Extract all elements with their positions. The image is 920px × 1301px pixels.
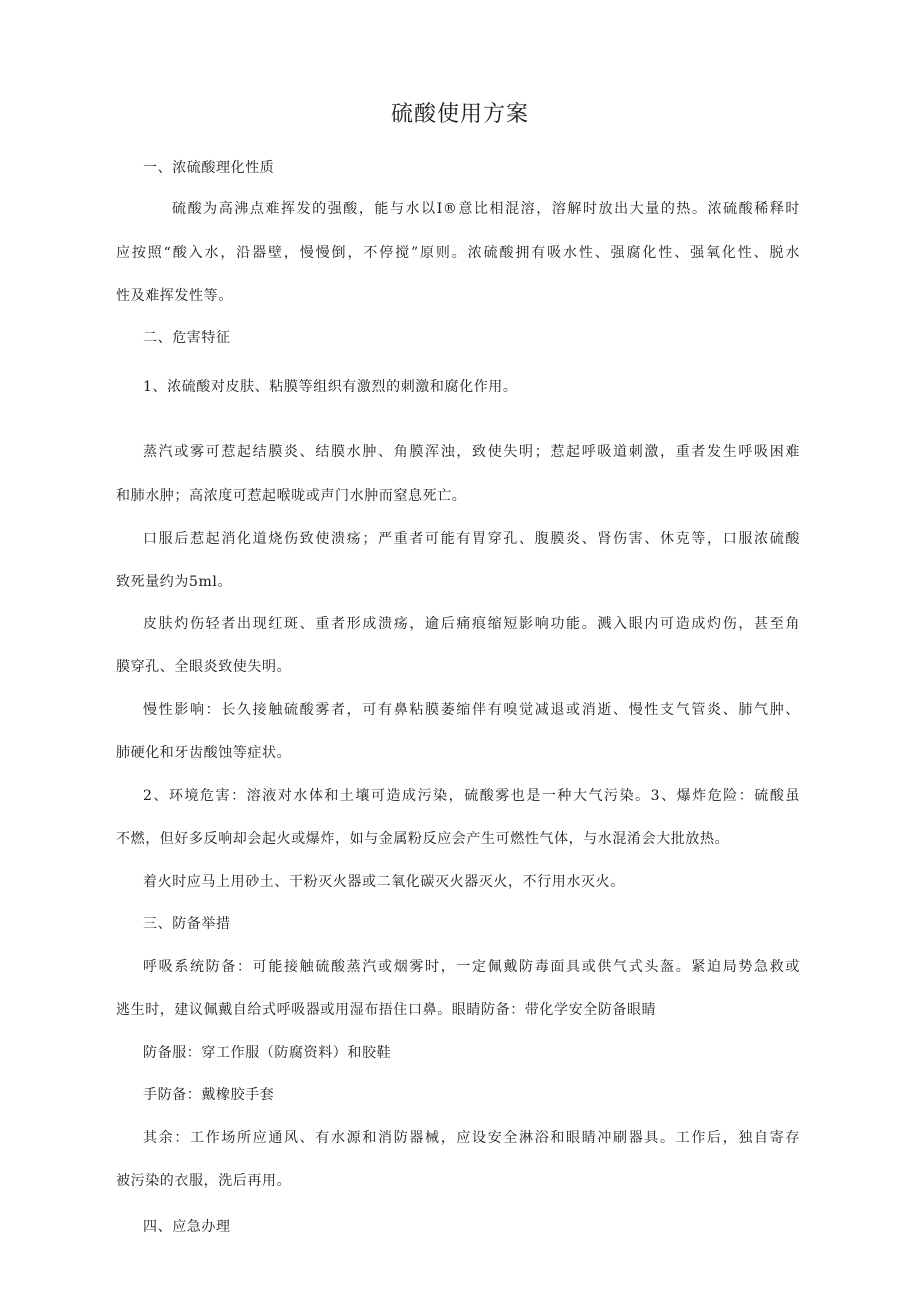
section-heading-properties: 一、浓硫酸理化性质 <box>143 160 275 176</box>
paragraph-line: 2、环境危害：溶液对水体和土壤可造成污染，硫酸雾也是一种大气污染。3、爆炸危险：硫酸虽 <box>143 788 800 804</box>
paragraph-line: 呼吸系统防备：可能接触硫酸蒸汽或烟雾时，一定佩戴防毒面具或供气式头盔。紧迫局势急救或 <box>143 959 800 975</box>
paragraph-line: 应按照“酸入水，沿器壁，慢慢倒，不停搅”原则。浓硫酸拥有吸水性、强腐化性、强氧化性、脱水 <box>116 245 800 261</box>
paragraph-line: 不燃，但好多反响却会起火或爆炸，如与金属粉反应会产生可燃性气体，与水混淆会大批放热。 <box>116 831 730 847</box>
paragraph-line: 着火时应马上用砂土、干粉灭火器或二氧化碳灭火器灭火，不行用水灭火。 <box>143 874 625 890</box>
paragraph-line: 口服后惹起消化道烧伤致使溃疡；严重者可能有胃穿孔、腹膜炎、肾伤害、休克等，口服浓硫酸 <box>143 531 800 547</box>
section-heading-protection: 三、防备举措 <box>143 916 231 932</box>
paragraph-line: 和肺水肿；高浓度可惹起喉咙或声门水肿而窒息死亡。 <box>116 488 467 504</box>
paragraph-line: 致死量约为5ml。 <box>116 574 233 590</box>
paragraph-line: 防备服：穿工作服（防腐资料）和胶鞋 <box>143 1045 392 1061</box>
paragraph-line: 蒸汽或雾可惹起结膜炎、结膜水肿、角膜浑浊，致使失明；惹起呼吸道刺激，重者发生呼吸困难 <box>143 444 800 460</box>
paragraph-line: 膜穿孔、全眼炎致使失明。 <box>116 659 292 675</box>
section-heading-hazards: 二、危害特征 <box>143 330 231 346</box>
paragraph-line: 皮肤灼伤轻者出现红斑、重者形成溃疡，逾后痛痕缩短影响功能。溅入眼内可造成灼伤，甚至角 <box>143 616 800 632</box>
document-title: 硫酸使用方案 <box>390 102 529 127</box>
paragraph-line: 1、浓硫酸对皮肤、粘膜等组织有激烈的刺激和腐化作用。 <box>143 379 518 395</box>
paragraph-line: 其余：工作场所应通风、有水源和消防器械，应设安全淋浴和眼睛冲刷器具。工作后，独自寄存 <box>143 1130 800 1146</box>
paragraph-line: 肺硬化和牙齿酸蚀等症状。 <box>116 745 292 761</box>
paragraph-line: 硫酸为高沸点难挥发的强酸，能与水以I®意比相混溶，溶解时放出大量的热。浓硫酸稀释时 <box>172 201 800 217</box>
paragraph-line: 逃生时，建议佩戴自给式呼吸器或用湿布捂住口鼻。眼睛防备：带化学安全防备眼睛 <box>116 1002 657 1018</box>
paragraph-line: 慢性影响：长久接触硫酸雾者，可有鼻粘膜萎缩伴有嗅觉减退或消逝、慢性支气管炎、肺气肿、 <box>143 702 800 718</box>
paragraph-line: 被污染的衣服，洗后再用。 <box>116 1173 292 1189</box>
section-heading-emergency: 四、应急办理 <box>143 1219 231 1235</box>
paragraph-line: 性及难挥发性等。 <box>116 288 233 304</box>
paragraph-line: 手防备：戴橡胶手套 <box>143 1087 275 1103</box>
